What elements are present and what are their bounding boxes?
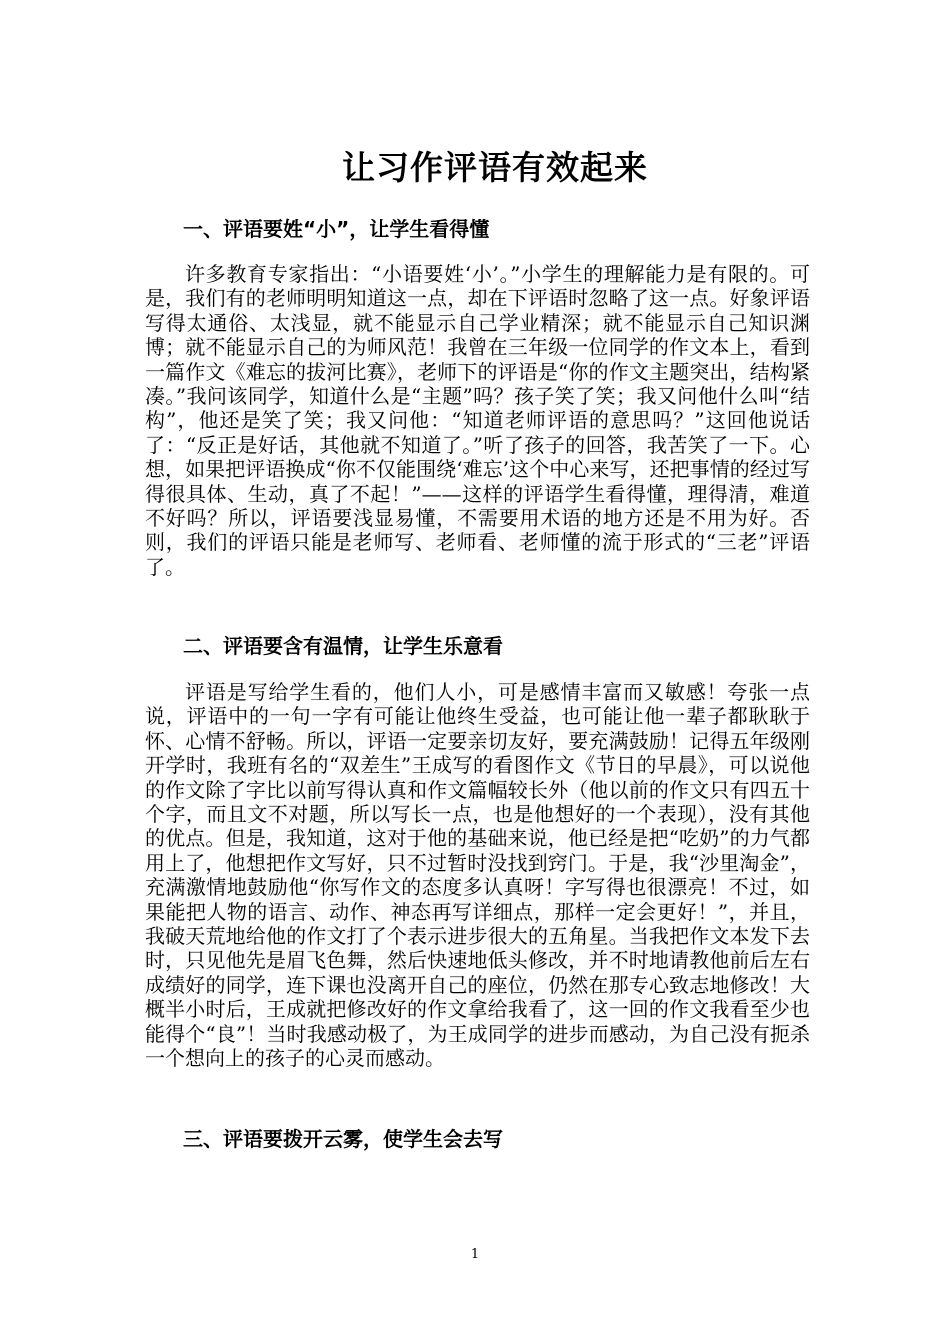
section-heading-1: 一、评语要姓“小”，让学生看得懂 xyxy=(183,217,490,241)
section-heading-2: 二、评语要含有温情，让学生乐意看 xyxy=(183,634,503,658)
section-heading-3: 三、评语要拨开云雾，使学生会去写 xyxy=(183,1127,503,1151)
page-number: 1 xyxy=(470,1247,480,1262)
section-body-2: 评语是写给学生看的，他们人小，可是感情丰富而又敏感！夸张一点说，评语中的一句一字有可能让他终生受益，也可能让他一辈子都耿耿于怀、心情不舒畅。所以，评语一定要亲切友好，要充满鼓励！记得五年级刚开学时，我班有名的“双差生”王成写的看图作文《节日的早晨》，可以说他的作文除了字比以前写得认真和作文篇幅较长外（他以前的作文只有四五十个字，而且文不对题，所以写长一点，也是他想好的一个表现），没有其他的优点。但是，我知道，这对于他的基础来说，他已经是把“吃奶”的力气都用上了，他想把作文写好，只不过暂时没找到窍门。于是，我“沙里淘金”，充满激情地鼓励他“你写作文的态度多认真呀！字写得也很漂亮！不过，如果能把人物的语言、动作、神态再写详细点，那样一定会更好！”，并且，我破天荒地给他的作文打了个表示进步很大的五角星。当我把作文本发下去时，只见他先是眉飞色舞，然后快速地低头修改，并不时地请教他前后左右成绩好的同学，连下课也没离开自己的座位，仍然在那专心致志地修改！大概半小时后，王成就把修改好的作文拿给我看了，这一回的作文我看至少也能得个“良”！当时我感动极了，为王成同学的进步而感动，为自己没有扼杀一个想向上的孩子的心灵而感动。 xyxy=(145,680,810,1071)
section-body-1: 许多教育专家指出：“小语要姓‘小’。”小学生的理解能力是有限的。可是，我们有的老师明明知道这一点，却在下评语时忽略了这一点。好象评语写得太通俗、太浅显，就不能显示自己学业精深；就不能显示自己知识渊博；就不能显示自己的为师风范！我曾在三年级一位同学的作文本上，看到一篇作文《难忘的拔河比赛》，老师下的评语是“你的作文主题突出，结构紧凑。”我问该同学，知道什么是“主题”吗？孩子笑了笑；我又问他什么叫“结构”，他还是笑了笑；我又问他：“知道老师评语的意思吗？”这回他说话了：“反正是好话，其他就不知道了。”听了孩子的回答，我苦笑了一下。心想，如果把评语换成“你不仅能围绕‘难忘’这个中心来写，还把事情的经过写得很具体、生动，真了不起！”——这样的评语学生看得懂，理得清，难道不好吗？所以，评语要浅显易懂，不需要用术语的地方还是不用为好。否则，我们的评语只能是老师写、老师看、老师懂的流于形式的“三老”评语了。 xyxy=(145,262,810,579)
document-title: 让习作评语有效起来 xyxy=(342,148,648,187)
